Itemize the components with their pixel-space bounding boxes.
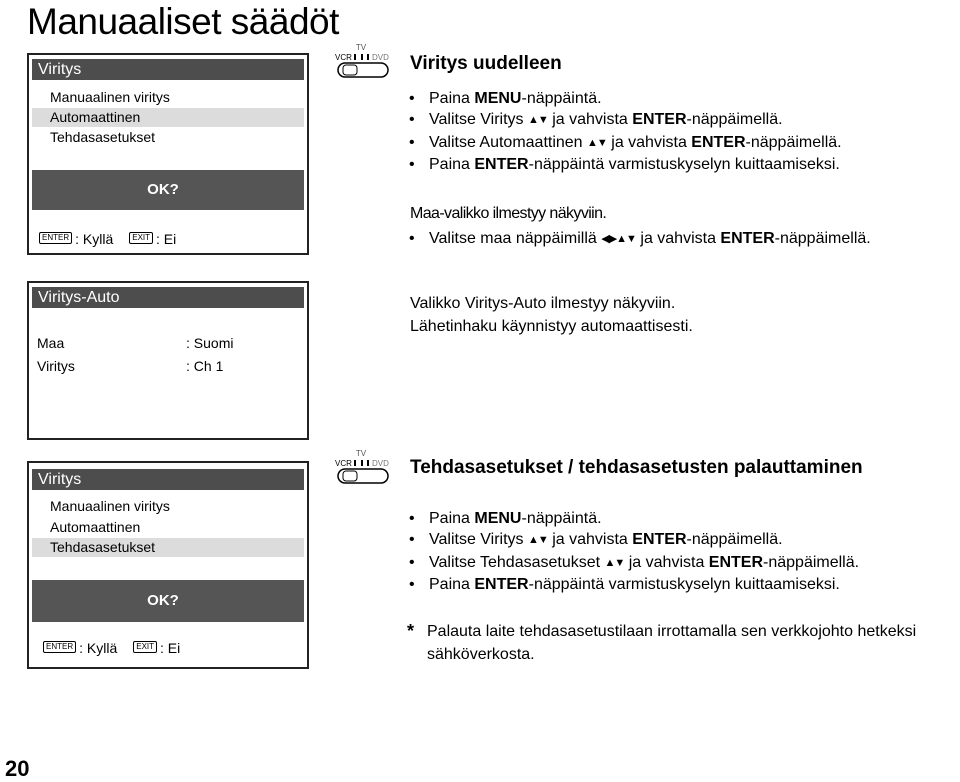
instruction-item [409,552,859,574]
menu-item-factory[interactable]: Tehdasasetukset [32,538,304,557]
tv-label: TV [355,449,367,458]
key-hints [39,231,176,247]
instruction-text: -näppäintä varmistuskyselyn kuittaamiseksi. [528,576,840,594]
key-name: MENU [474,90,522,107]
note-text: Maa-valikko ilmestyy näkyviin. [410,205,607,222]
enter-key-icon: ENTER [43,641,76,653]
instruction-text: Valitse Automaattinen [429,133,588,151]
key-name: ENTER [474,576,529,594]
menu-item-manual[interactable]: Manuaalinen viritys [50,89,170,105]
instruction-item [409,88,842,109]
key-name: ENTER [720,230,775,247]
instruction-text: ja vahvista [547,111,633,129]
note-text: Valikko Viritys-Auto ilmestyy näkyviin. [410,295,676,312]
key-name: ENTER [691,133,746,151]
instruction-item [409,574,859,595]
instruction-item [409,154,842,175]
instruction-text: Valitse Viritys [429,111,528,129]
exit-key-icon: EXIT [133,641,157,653]
section-heading: Tehdasasetukset / tehdasasetusten palauttaminen [410,457,863,478]
screen-title: Viritys [32,59,304,80]
screen-title: Viritys-Auto [32,287,304,308]
instruction-list [409,508,859,596]
bullet-icon: • [409,133,415,151]
page-title: Manuaaliset säädöt [27,1,339,42]
instruction-text: -näppäimellä. [686,531,783,549]
instruction-item [409,132,842,154]
instruction-text: -näppäimellä. [745,133,842,151]
instruction-text: Valitse Tehdasasetukset [429,553,605,571]
bullet-icon: • [409,111,415,129]
mode-switch-icon [333,448,391,486]
tv-label: TV [355,43,367,52]
dvd-label: DVD [372,53,389,62]
mode-switch-icon [333,42,391,80]
no-label: : Ei [160,640,181,656]
enter-key-icon: ENTER [39,232,72,244]
instruction-item [409,508,859,529]
menu-screen-viritys-auto [27,281,309,440]
screen-title: Viritys [32,469,304,490]
bullet-icon: • [409,230,415,247]
arrow-keys-icon: ◀▶▲▼ [601,233,636,245]
instruction-text: -näppäimellä. [774,230,871,247]
dvd-label: DVD [372,459,389,468]
footnote-text: Palauta laite tehdasasetustilaan irrottamalla sen verkkojohto hetkeksi sähköverkosta. [427,623,917,663]
bullet-icon: • [409,510,415,527]
row-value-maa: : Suomi [186,335,234,351]
bullet-icon: • [409,576,415,594]
instruction-text: Paina [429,576,475,594]
menu-item-auto[interactable]: Automaattinen [32,108,304,127]
instruction-item [409,228,871,250]
menu-screen-viritys-factory [27,461,309,669]
instruction-text: -näppäintä. [521,90,602,107]
note-text: Lähetinhaku käynnistyy automaattisesti. [410,318,693,335]
yes-label: : Kyllä [79,640,118,656]
key-hints [43,640,180,656]
confirm-box [32,170,304,210]
instruction-item [409,109,842,131]
menu-screen-viritys [27,53,309,255]
row-label-viritys: Viritys [37,358,75,374]
section-heading: Viritys uudelleen [410,53,562,74]
instruction-text: Paina [429,510,475,527]
vcr-label: VCR [335,53,352,62]
yes-label: : Kyllä [75,231,114,247]
no-label: : Ei [156,231,177,247]
arrow-keys-icon: ▲▼ [528,114,548,127]
key-name: MENU [474,510,522,527]
instruction-list [409,228,871,250]
asterisk: * [407,621,415,641]
row-label-maa: Maa [37,335,65,351]
instruction-text: -näppäimellä. [763,553,860,571]
key-name: ENTER [632,531,687,549]
instruction-text: -näppäintä. [521,510,602,527]
confirm-text: OK? [147,181,179,198]
instruction-text: ja vahvista [547,531,633,549]
confirm-text: OK? [147,592,179,609]
exit-key-icon: EXIT [129,232,153,244]
instruction-item [409,529,859,551]
arrow-keys-icon: ▲▼ [604,556,625,569]
bullet-icon: • [409,553,415,571]
key-name: ENTER [632,111,687,129]
menu-item-factory[interactable]: Tehdasasetukset [50,129,156,145]
confirm-box [32,580,304,622]
instruction-text: -näppäintä varmistuskyselyn kuittaamiseksi. [528,156,840,174]
bullet-icon: • [409,90,415,107]
key-name: ENTER [474,156,529,174]
instruction-text: ja vahvista [635,230,721,247]
bullet-icon: • [409,156,415,174]
menu-item-manual[interactable]: Manuaalinen viritys [50,498,170,514]
instruction-text: Valitse Viritys [429,531,528,549]
vcr-label: VCR [335,459,352,468]
instruction-text: ja vahvista [606,133,692,151]
row-value-viritys: : Ch 1 [186,358,224,374]
arrow-keys-icon: ▲▼ [528,534,548,547]
key-name: ENTER [708,553,764,571]
instruction-list [409,88,842,176]
instruction-text: Paina [429,90,475,107]
instruction-text: Valitse maa näppäimillä [429,230,602,247]
menu-item-auto[interactable]: Automaattinen [50,519,141,535]
footnote [407,620,947,670]
bullet-icon: • [409,531,415,549]
instruction-text: ja vahvista [624,553,709,571]
arrow-keys-icon: ▲▼ [587,136,607,149]
instruction-text: -näppäimellä. [686,111,783,129]
page-number: 20 [5,756,30,781]
instruction-text: Paina [429,156,475,174]
